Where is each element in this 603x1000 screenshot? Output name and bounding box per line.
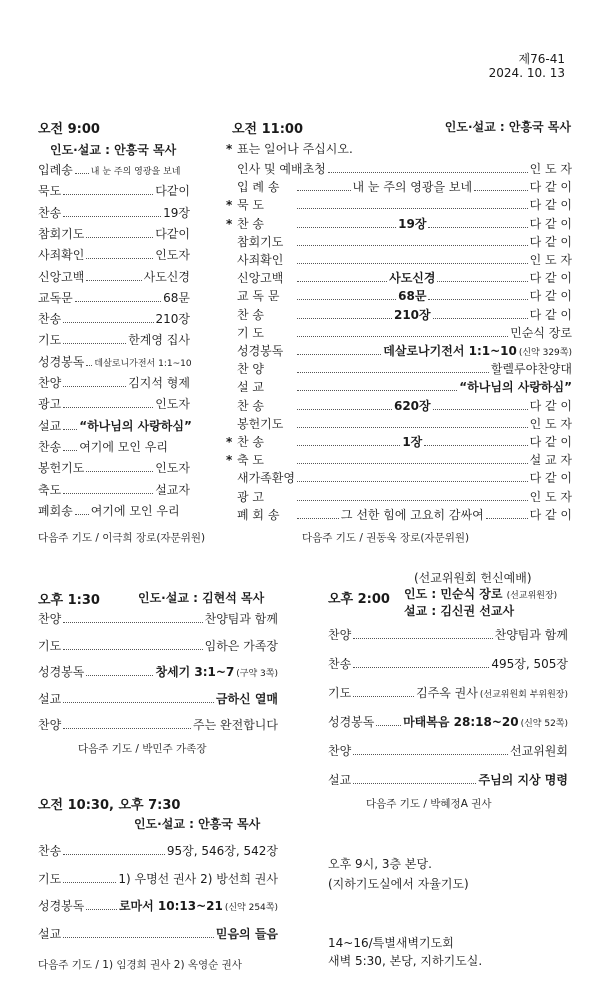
s1100-label: 찬 송 xyxy=(237,216,264,231)
leader-dots xyxy=(486,518,528,519)
s900-row xyxy=(38,459,190,476)
s1030-label: 성경봉독 xyxy=(38,899,85,913)
s1100-row xyxy=(226,324,572,341)
s1100-label: 찬 송 xyxy=(237,398,264,413)
s1100-mid: 210장 xyxy=(393,307,431,322)
s900-label: 교독문 xyxy=(38,290,73,305)
s900-value: 다같이 xyxy=(155,184,190,199)
s1100-mid: 사도신경 xyxy=(389,271,436,286)
s1030-leader: 인도·설교 : 안흥국 목사 xyxy=(134,817,261,831)
standing-star-icon: * xyxy=(226,453,233,468)
s1030-value: 로마서 10:13~21 xyxy=(118,899,223,913)
s1100-notice-text: 표는 일어나 주십시오. xyxy=(237,142,353,156)
s1100-row xyxy=(226,178,572,195)
s1100-label: 묵 도 xyxy=(237,198,264,213)
s900-row xyxy=(38,353,190,370)
leader-dots xyxy=(86,237,153,238)
s200-title: 오후 2:00 xyxy=(328,592,390,607)
s1030-value: 믿음의 들음 xyxy=(215,926,278,941)
leader-dots xyxy=(63,622,202,623)
s1100-row xyxy=(226,342,572,359)
s130-title: 오후 1:30 xyxy=(38,593,100,608)
s1100-label: 찬 양 xyxy=(237,362,264,377)
leader-dots xyxy=(297,245,528,246)
leader-dots xyxy=(75,301,161,302)
s1100-label: 입 례 송 xyxy=(237,180,280,195)
leader-dots xyxy=(297,336,508,337)
s900-row xyxy=(38,331,190,348)
s200-value: 김주옥 권사 xyxy=(416,686,478,700)
s1100-mid: 내 눈 주의 영광을 보네 xyxy=(352,180,473,195)
leader-dots xyxy=(353,667,489,668)
s900-label: 기도 xyxy=(38,333,62,348)
leader-dots xyxy=(297,299,396,300)
s900-next-prayer: 다음주 기도 / 이극희 장로(자문위원) xyxy=(38,532,206,544)
s1100-label: 신앙고백 xyxy=(237,271,284,286)
leader-dots xyxy=(63,702,214,703)
leader-dots xyxy=(63,386,126,387)
s1100-title: 오전 11:00 xyxy=(232,122,304,137)
s1100-row xyxy=(226,433,572,450)
leader-dots xyxy=(297,427,528,428)
s900-label: 설교 xyxy=(38,418,62,433)
s1030-row xyxy=(38,925,278,942)
s900-value: 인도자 xyxy=(155,397,190,412)
s130-value: 주는 완전합니다 xyxy=(193,718,278,732)
s130-value: 임하은 가족장 xyxy=(204,638,278,653)
s900-label: 찬송 xyxy=(38,312,62,327)
leader-dots xyxy=(428,299,527,300)
s1100-row xyxy=(226,378,572,395)
s1100-label: 참회기도 xyxy=(237,234,284,249)
s900-value: 19장 xyxy=(163,205,190,220)
s900-row xyxy=(38,374,190,391)
s900-value: 인도자 xyxy=(155,248,190,263)
s130-row xyxy=(38,690,278,707)
s1030-row xyxy=(38,870,278,887)
s900-row xyxy=(38,310,190,327)
s900-label: 성경봉독 xyxy=(38,354,85,369)
s1100-label: 사죄확인 xyxy=(237,253,284,267)
leader-dots xyxy=(437,281,527,282)
s900-row xyxy=(38,502,190,519)
s1100-value: 다 같 이 xyxy=(529,289,573,304)
s1100-value: 인 도 자 xyxy=(529,416,572,431)
leader-dots xyxy=(86,675,153,676)
notice-line-2: (지하기도실에서 자율기도) xyxy=(328,877,469,891)
leader-dots xyxy=(428,227,527,228)
s1100-value: 다 같 이 xyxy=(529,471,572,486)
leader-dots xyxy=(376,725,401,726)
s1100-leader: 인도·설교 : 안흥국 목사 xyxy=(444,120,571,134)
s1100-label: 인사 및 예배초청 xyxy=(237,162,326,176)
s1030-label: 찬송 xyxy=(38,844,62,858)
s900-value: “하나님의 사랑하심” xyxy=(79,418,192,433)
bulletin-date: 2024. 10. 13 xyxy=(488,66,565,80)
s200-row xyxy=(328,655,568,672)
leader-dots xyxy=(297,445,400,446)
s200-note: (신약 52쪽) xyxy=(520,719,568,729)
leader-dots xyxy=(63,343,126,344)
s900-value: 데살로니가전서 1:1~10 xyxy=(94,358,192,369)
leader-dots xyxy=(297,518,339,519)
bulletin-number: 제76-41 xyxy=(518,52,565,66)
s200-value: 주님의 지상 명령 xyxy=(478,773,568,787)
s900-label: 찬송 xyxy=(38,439,62,454)
leader-dots xyxy=(63,194,153,195)
s1030-row xyxy=(38,897,278,914)
s200-caption: (선교위원회 헌신예배) xyxy=(414,571,532,585)
leader-dots xyxy=(86,280,141,281)
leader-dots xyxy=(75,514,89,515)
s1100-note: (신약 329쪽) xyxy=(518,348,572,358)
s200-label: 설교 xyxy=(328,773,352,787)
s200-row xyxy=(328,742,568,759)
s200-value: 마태복음 28:18~20 xyxy=(403,715,519,729)
s1100-row xyxy=(226,397,572,414)
s900-value: 68문 xyxy=(163,290,190,305)
s200-value: 찬양팀과 함께 xyxy=(494,628,568,642)
s130-next-prayer: 다음주 기도 / 박민주 가족장 xyxy=(78,743,207,755)
s900-row xyxy=(38,225,190,242)
s1030-value: 95장, 546장, 542장 xyxy=(166,844,278,858)
s900-row xyxy=(38,161,190,178)
s200-note: (선교위원회 부위원장) xyxy=(479,690,568,700)
leader-dots xyxy=(353,638,492,639)
leader-dots xyxy=(353,783,476,784)
s1100-mid: 그 선한 힘에 고요히 감싸여 xyxy=(340,507,484,522)
leader-dots xyxy=(63,429,77,430)
s900-row xyxy=(38,204,190,221)
s130-label: 찬양 xyxy=(38,612,62,626)
s130-leader: 인도·설교 : 김현석 목사 xyxy=(138,591,265,605)
s1100-value: 다 같 이 xyxy=(529,307,572,322)
s900-row xyxy=(38,289,190,306)
s900-row xyxy=(38,438,190,455)
s1100-row xyxy=(226,269,572,286)
s1100-row xyxy=(226,415,572,432)
notice-line-1: 오후 9시, 3층 본당. xyxy=(328,857,432,871)
s1030-value: 1) 우명선 권사 2) 방선희 권사 xyxy=(118,871,278,886)
s1030-title: 오전 10:30, 오후 7:30 xyxy=(38,798,181,813)
s1100-value: “하나님의 사랑하심” xyxy=(459,380,572,395)
s1100-label: 성경봉독 xyxy=(237,344,284,358)
standing-star-icon: * xyxy=(226,216,233,231)
s1030-row xyxy=(38,842,278,859)
leader-dots xyxy=(63,322,153,323)
s200-leader-1 xyxy=(404,585,557,602)
s1100-label: 기 도 xyxy=(237,325,264,340)
s900-value: 한계영 집사 xyxy=(128,333,190,348)
s1030-label: 설교 xyxy=(38,926,62,941)
s1100-label: 교 독 문 xyxy=(237,289,280,304)
leader-dots xyxy=(433,409,528,410)
s200-row xyxy=(328,771,568,788)
s1100-row xyxy=(226,287,572,304)
s1100-value: 다 같 이 xyxy=(529,180,572,195)
s130-row xyxy=(38,610,278,627)
s900-value: 여기에 모인 우리 xyxy=(90,503,180,518)
s1100-label: 새가족환영 xyxy=(237,471,295,486)
s200-label: 성경봉독 xyxy=(328,715,375,729)
s1100-notice-star: * xyxy=(226,142,233,156)
s1100-value: 설 교 자 xyxy=(529,453,572,468)
s200-leader-1-text: 인도 : 민순식 장로 xyxy=(404,587,503,601)
s1100-row xyxy=(226,196,572,213)
leader-dots xyxy=(353,754,508,755)
s130-row xyxy=(38,716,278,733)
s1100-row xyxy=(226,451,572,468)
s1100-row xyxy=(226,160,572,177)
s200-next-prayer: 다음주 기도 / 박혜정A 권사 xyxy=(366,798,492,810)
leader-dots xyxy=(424,445,527,446)
s130-label: 기도 xyxy=(38,638,62,653)
s900-row xyxy=(38,182,190,199)
s200-row xyxy=(328,713,568,730)
leader-dots xyxy=(63,728,191,729)
s1100-next-prayer: 다음주 기도 / 권동욱 장로(자문위원) xyxy=(302,532,470,544)
s900-label: 찬양 xyxy=(38,376,62,390)
s130-row xyxy=(38,663,278,680)
s1100-label: 폐 회 송 xyxy=(237,507,280,522)
leader-dots xyxy=(63,649,202,650)
leader-dots xyxy=(63,854,165,855)
s1100-row xyxy=(226,215,572,232)
leader-dots xyxy=(297,318,392,319)
s1100-label: 설 교 xyxy=(237,380,264,395)
s130-value: 찬양팀과 함께 xyxy=(204,612,278,626)
leader-dots xyxy=(297,500,528,501)
leader-dots xyxy=(297,354,381,355)
leader-dots xyxy=(474,190,528,191)
s1030-label: 기도 xyxy=(38,871,62,886)
s200-row xyxy=(328,626,568,643)
s1100-label: 찬 송 xyxy=(237,435,264,449)
s200-value: 495장, 505장 xyxy=(491,657,568,671)
leader-dots xyxy=(297,263,528,264)
s1100-value: 인 도 자 xyxy=(529,162,572,176)
s900-value: 사도신경 xyxy=(143,269,190,284)
s900-label: 사죄확인 xyxy=(38,248,85,263)
s900-value: 인도자 xyxy=(155,461,190,476)
s1100-row xyxy=(226,306,572,323)
leader-dots xyxy=(297,409,392,410)
s1100-value: 민순식 장로 xyxy=(510,325,572,340)
leader-dots xyxy=(353,696,414,697)
leader-dots xyxy=(297,190,351,191)
s900-value: 여기에 모인 우리 xyxy=(79,439,168,454)
s900-label: 신앙고백 xyxy=(38,269,85,284)
s1100-mid: 1장 xyxy=(402,435,423,449)
s1100-notice xyxy=(226,140,353,157)
leader-dots xyxy=(63,407,153,408)
s1100-mid: 620장 xyxy=(393,398,431,413)
leader-dots xyxy=(297,390,457,391)
s130-label: 찬양 xyxy=(38,718,62,732)
leader-dots xyxy=(63,937,214,938)
leader-dots xyxy=(86,365,92,366)
s200-value: 선교위원회 xyxy=(510,744,568,758)
s900-value: 다같이 xyxy=(155,226,190,241)
leader-dots xyxy=(63,450,77,451)
s1100-value: 할렐루야찬양대 xyxy=(490,362,572,377)
s1100-row xyxy=(226,360,572,377)
s1100-value: 다 같 이 xyxy=(529,234,572,249)
s1030-note: (신약 254쪽) xyxy=(224,903,278,913)
s1100-value: 다 같 이 xyxy=(529,435,573,449)
s900-label: 광고 xyxy=(38,397,62,412)
s1100-value: 인 도 자 xyxy=(529,253,572,267)
s900-label: 참회기도 xyxy=(38,226,85,241)
s1100-row xyxy=(226,233,572,250)
s1100-label: 봉헌기도 xyxy=(237,416,284,431)
s200-label: 찬양 xyxy=(328,744,352,758)
s1100-value: 다 같 이 xyxy=(529,198,572,213)
leader-dots xyxy=(297,281,387,282)
s1100-row xyxy=(226,488,572,505)
s900-row xyxy=(38,395,190,412)
s1100-value: 다 같 이 xyxy=(529,271,572,286)
s900-label: 봉헌기도 xyxy=(38,461,85,476)
s200-label: 기도 xyxy=(328,686,352,700)
s900-value: 210장 xyxy=(155,312,190,327)
s130-label: 설교 xyxy=(38,691,62,706)
s900-row xyxy=(38,417,190,434)
s1100-row xyxy=(226,469,572,486)
leader-dots xyxy=(297,372,489,373)
s200-leader-2: 설교 : 김신권 선교사 xyxy=(404,604,515,618)
leader-dots xyxy=(328,172,528,173)
s900-value: 내 눈 주의 영광을 보네 xyxy=(90,167,181,177)
s1100-value: 다 같 이 xyxy=(529,398,572,413)
s1100-label: 광 고 xyxy=(237,489,264,504)
leader-dots xyxy=(75,173,89,174)
s900-label: 찬송 xyxy=(38,205,62,220)
s1100-row xyxy=(226,506,572,523)
s900-row xyxy=(38,481,190,498)
s200-leader-1-note: (선교위원장) xyxy=(506,591,558,601)
standing-star-icon: * xyxy=(226,198,233,213)
s900-row xyxy=(38,246,190,263)
s900-value: 김지석 형제 xyxy=(128,376,190,390)
s900-row xyxy=(38,268,190,285)
s900-value: 설교자 xyxy=(155,482,190,497)
s900-label: 폐회송 xyxy=(38,503,73,518)
s1100-value: 다 같 이 xyxy=(529,507,572,522)
leader-dots xyxy=(86,909,117,910)
s200-label: 찬송 xyxy=(328,657,352,671)
s1100-mid: 19장 xyxy=(398,216,427,231)
s1100-mid: 데살로나기전서 1:1~10 xyxy=(383,344,517,358)
s1100-row xyxy=(226,251,572,268)
s130-row xyxy=(38,637,278,654)
leader-dots xyxy=(86,471,153,472)
s1100-value: 다 같 이 xyxy=(529,216,573,231)
s130-value: 창세기 3:1~7 xyxy=(155,665,235,679)
s1100-label: 찬 송 xyxy=(237,307,264,322)
notice-line-4: 새벽 5:30, 본당, 지하기도실. xyxy=(328,954,483,968)
s1100-value: 인 도 자 xyxy=(529,489,572,504)
leader-dots xyxy=(297,463,528,464)
s900-label: 입례송 xyxy=(38,163,73,177)
s130-note: (구약 3쪽) xyxy=(236,669,278,679)
s200-row xyxy=(328,684,568,701)
s1030-next-prayer: 다음주 기도 / 1) 임경희 권사 2) 옥영순 권사 xyxy=(38,959,242,971)
leader-dots xyxy=(63,882,116,883)
leader-dots xyxy=(63,493,153,494)
s200-label: 찬양 xyxy=(328,628,352,642)
notice-line-3: 14~16/특별새벽기도회 xyxy=(328,936,454,950)
s900-leader: 인도·설교 : 안흥국 목사 xyxy=(50,143,177,157)
leader-dots xyxy=(297,208,528,209)
s1100-label: 축 도 xyxy=(237,453,264,468)
leader-dots xyxy=(63,216,161,217)
s1100-mid: 68문 xyxy=(398,289,427,304)
leader-dots xyxy=(297,227,396,228)
standing-star-icon: * xyxy=(226,435,233,449)
s900-label: 묵도 xyxy=(38,184,62,199)
s130-label: 성경봉독 xyxy=(38,665,85,679)
leader-dots xyxy=(297,481,528,482)
leader-dots xyxy=(86,258,153,259)
s900-label: 축도 xyxy=(38,482,62,497)
leader-dots xyxy=(433,318,528,319)
s900-title: 오전 9:00 xyxy=(38,122,100,137)
s130-value: 금하신 열매 xyxy=(215,691,278,706)
